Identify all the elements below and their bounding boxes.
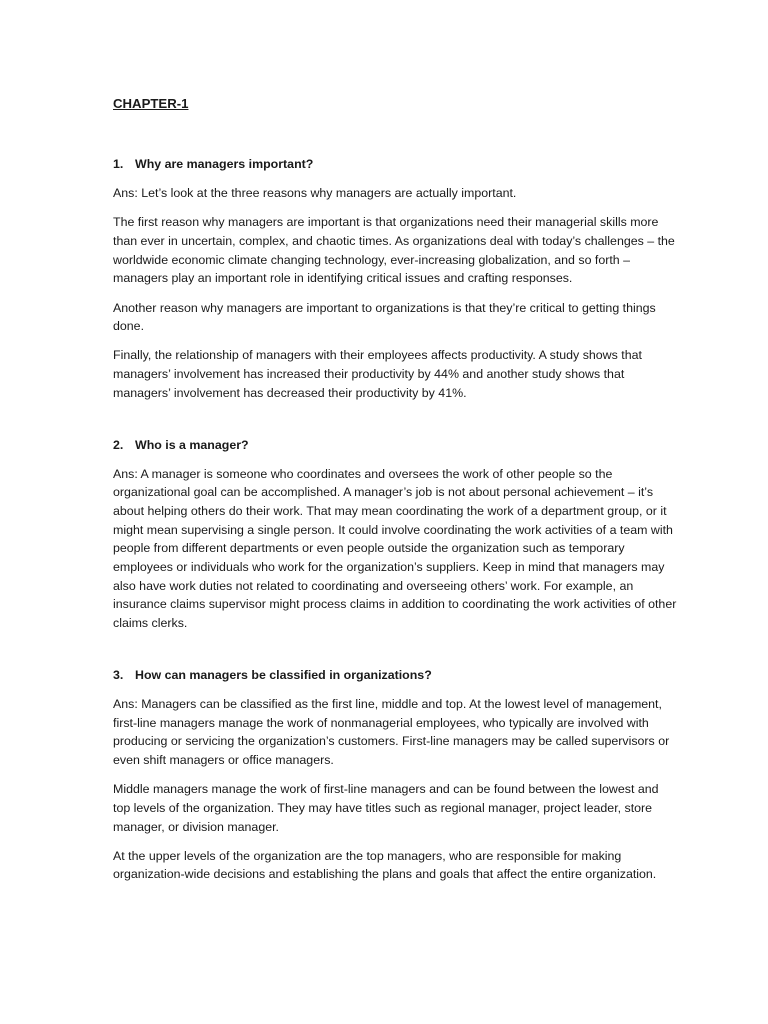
question-number: 1. xyxy=(113,157,124,171)
answer-paragraph: At the upper levels of the organization are the top managers, who are responsible for making organization-wide decisions and establishing the plans and goals that affect the entire organization. xyxy=(113,848,657,882)
answer-paragraph: Middle managers manage the work of first-line managers and can be found between the lowest and top levels of the organization. They may have titles such as regional manager, project leader, store manager, or division manager. xyxy=(113,782,659,834)
answer-paragraph: Ans: A manager is someone who coordinates and oversees the work of other people so the organizational goal can be accomplished. A manager’s job is not about personal achievement – it’s about helping others do their work. That may mean coordinating the work of a department group, or it might mean supervising a single person. It could involve coordinating the work activities of a team with people from different departments or even people outside the organization such as temporary employees or individuals who work for the organization’s suppliers. Keep in mind that managers may also have work duties not related to coordinating and overseeing others’ work. For example, an insurance claims supervisor might process claims in addition to coordinating the work activities of other claims clerks. xyxy=(113,466,677,631)
chapter-heading: CHAPTER-1 xyxy=(113,96,189,111)
question-section-2 xyxy=(113,436,678,633)
question-heading xyxy=(113,155,678,174)
question-section-1 xyxy=(113,155,678,403)
question-title: Why are managers important? xyxy=(135,157,314,171)
question-number: 3. xyxy=(113,667,124,682)
answer-paragraph: Ans: Let’s look at the three reasons why managers are actually important. xyxy=(113,186,517,200)
answer-paragraph: Ans: Managers can be classified as the first line, middle and top. At the lowest level of management, first-line managers manage the work of nonmanagerial employees, who typically are involved with producing or servicing the organization’s customers. First-line managers may be called supervisors or even shift managers or office managers. xyxy=(113,696,670,767)
question-heading xyxy=(113,436,678,455)
document-body xyxy=(113,94,678,917)
question-heading xyxy=(113,666,678,685)
question-section-3 xyxy=(113,666,678,884)
answer-paragraph: Finally, the relationship of managers with their employees affects productivity. A study shows that managers’ involvement has increased their productivity by 44% and another study shows that managers’ involvement has decreased their productivity by 41%. xyxy=(113,348,642,400)
question-title: How can managers be classified in organizations? xyxy=(135,667,432,682)
question-number: 2. xyxy=(113,437,124,452)
question-title: Who is a manager? xyxy=(135,437,249,452)
answer-paragraph: The first reason why managers are important is that organizations need their managerial skills more than ever in uncertain, complex, and chaotic times. As organizations deal with today’s challenges – the worldwide economic climate changing technology, ever-increasing globalization, and so forth – managers play an important role in identifying critical issues and crafting responses. xyxy=(113,215,675,286)
answer-paragraph: Another reason why managers are important to organizations is that they’re critical to getting things done. xyxy=(113,300,656,334)
